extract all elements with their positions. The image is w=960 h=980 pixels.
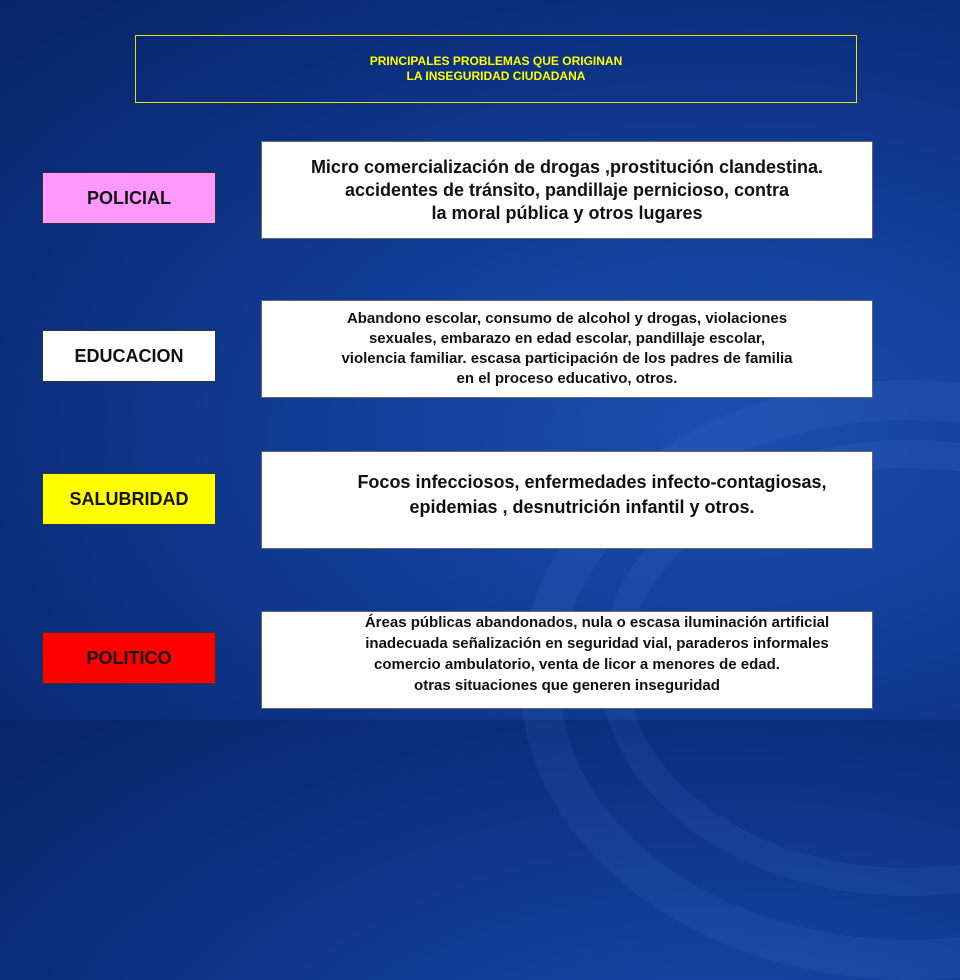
description-line: comercio ambulatorio, venta de licor a menores de edad. (374, 656, 780, 673)
category-educacion (42, 330, 216, 382)
title-line-2: LA INSEGURIDAD CIUDADANA (406, 69, 586, 83)
description-line: inadecuada señalización en seguridad vial, paraderos informales (365, 635, 829, 652)
description-educacion (261, 300, 873, 398)
description-line: en el proceso educativo, otros. (456, 370, 678, 387)
description-line: Abandono escolar, consumo de alcohol y drogas, violaciones (346, 310, 788, 327)
category-salubridad (42, 473, 216, 525)
description-line: Micro comercialización de drogas ,prostitución clandestina. (310, 156, 824, 177)
category-label: EDUCACION (74, 345, 184, 366)
category-label: SALUBRIDAD (69, 488, 189, 509)
description-line: accidentes de tránsito, pandillaje pernicioso, contra (344, 179, 790, 200)
description-line: epidemias , desnutrición infantil y otros. (409, 497, 755, 517)
category-label: POLITICO (86, 647, 172, 668)
description-line: sexuales, embarazo en edad escolar, pandillaje escolar, (368, 330, 766, 347)
description-salubridad (261, 451, 873, 549)
description-politico (261, 611, 873, 709)
category-politico (42, 632, 216, 684)
description-line: Focos infecciosos, enfermedades infecto-contagiosas, (357, 472, 827, 492)
description-line: violencia familiar. escasa participación de los padres de familia (341, 350, 793, 367)
description-policial (261, 141, 873, 239)
description-line: la moral pública y otros lugares (431, 202, 703, 223)
description-line: Áreas públicas abandonados, nula o escasa iluminación artificial (364, 614, 830, 631)
page-title (135, 35, 857, 103)
category-policial (42, 172, 216, 224)
title-line-1: PRINCIPALES PROBLEMAS QUE ORIGINAN (369, 54, 623, 68)
description-line: otras situaciones que generen inseguridad (414, 677, 720, 694)
category-label: POLICIAL (87, 187, 171, 208)
